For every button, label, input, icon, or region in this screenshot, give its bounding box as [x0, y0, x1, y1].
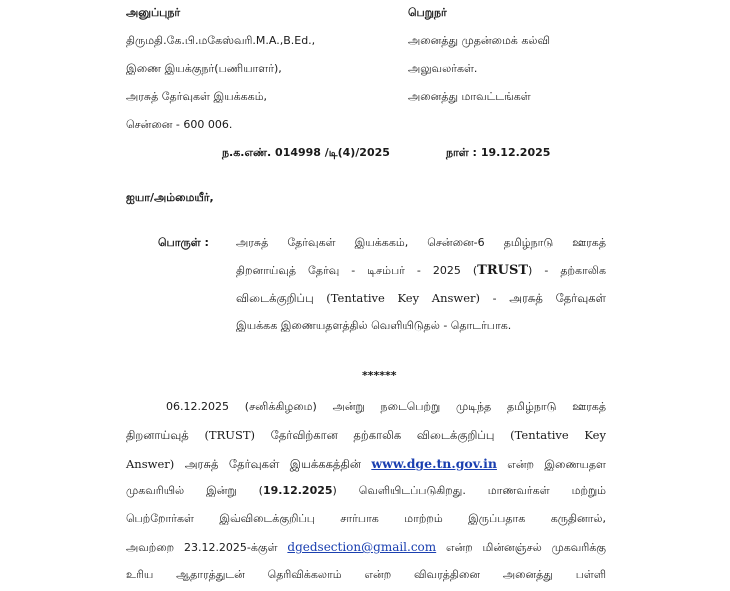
recipient-line-2: அலுவலர்கள்.	[408, 62, 478, 75]
publish-date: 19.12.2025	[262, 484, 333, 497]
date-value: 19.12.2025	[480, 146, 551, 159]
body-line-2: திறனாய்வுத் (TRUST) தேர்விற்கான தற்காலிக விடைக்குறிப்பு (Tentative Key	[126, 428, 606, 442]
subject-line-1: அரசுத் தேர்வுகள் இயக்ககம், சென்னை-6 தமிழ்நாடு ஊரகத்	[236, 236, 606, 249]
sender-line-2: இணை இயக்குநர்(பணியாளர்),	[126, 62, 282, 75]
body-line-6: அவற்றை 23.12.2025-க்குள் dgedsection@gmail.com என்ற மின்னஞ்சல் முகவரிக்கு	[126, 540, 606, 554]
recipient-heading: பெறுநர்	[408, 6, 447, 19]
body-line-1: 06.12.2025 (சனிக்கிழமை) அன்று நடைபெற்று முடிந்த தமிழ்நாடு ஊரகத்	[166, 400, 606, 413]
subject-line-3: விடைக்குறிப்பு (Tentative Key Answer) - அரசுத் தேர்வுகள்	[236, 291, 606, 305]
subject-line-2: திறனாய்வுத் தேர்வு - டிசம்பர் - 2025 (TRUST) - தற்காலிக	[236, 263, 606, 278]
recipient-line-3: அனைத்து மாவட்டங்கள்	[408, 90, 531, 103]
subject-label: பொருள் :	[158, 236, 209, 249]
reference-date	[446, 146, 550, 161]
salutation: ஐயா/அம்மையீர்,	[126, 191, 214, 204]
separator-stars: ******	[362, 369, 397, 382]
sender-heading: அனுப்புநர்	[126, 6, 181, 19]
recipient-line-1: அனைத்து முதன்மைக் கல்வி	[408, 34, 551, 47]
body-line-7: உரிய ஆதாரத்துடன் தெரிவிக்கலாம் என்ற விவரத்தினை அனைத்து பள்ளி	[126, 568, 606, 581]
sender-line-1: திருமதி.கே.பி.மகேஸ்வரி.M.A.,B.Ed.,	[126, 34, 316, 47]
body-line-5: பெற்றோர்கள் இவ்விடைக்குறிப்பு சார்பாக மாற்றம் இருப்பதாக கருதினால்,	[126, 512, 606, 525]
sender-line-3: அரசுத் தேர்வுகள் இயக்ககம்,	[126, 90, 268, 103]
email-link[interactable]: dgedsection@gmail.com	[287, 540, 437, 554]
body-line-4: முகவரியில் இன்று (19.12.2025) வெளியிடப்படுகிறது. மாணவர்கள் மற்றும்	[126, 484, 606, 497]
body-line-3: Answer) அரசுத் தேர்வுகள் இயக்ககத்தின் www.dge.tn.gov.in என்ற இணையதள	[126, 456, 606, 471]
reference-number: ந.க.எண். 014998 /டி(4)/2025	[222, 146, 390, 159]
sender-line-4: சென்னை - 600 006.	[126, 118, 233, 131]
trust-acronym: TRUST	[477, 263, 529, 278]
website-link[interactable]: www.dge.tn.gov.in	[371, 456, 497, 471]
date-label: நாள் :	[446, 146, 477, 159]
subject-line-4: இயக்கக இணையதளத்தில் வெளியிடுதல் - தொடர்பாக.	[236, 319, 512, 332]
